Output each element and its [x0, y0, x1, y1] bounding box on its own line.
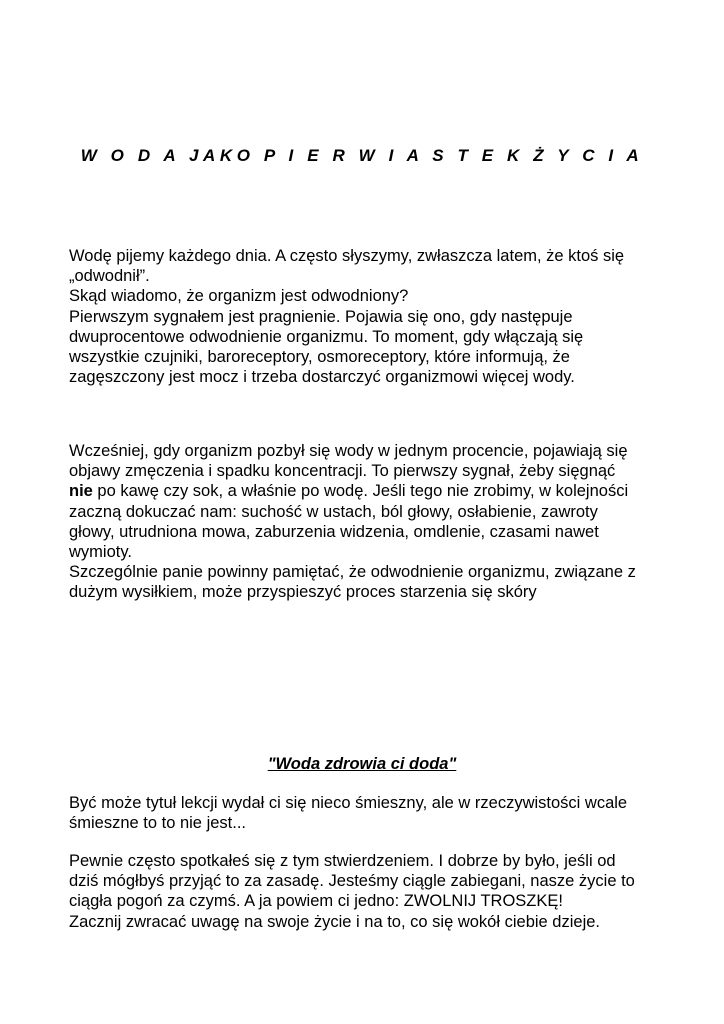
text-line: Być może tytuł lekcji wydał ci się nieco śmieszny, ale w rzeczywistości wcale — [69, 794, 628, 812]
text-line: wszystkie czujniki, baroreceptory, osmoreceptory, które informują, że — [69, 348, 570, 367]
text-fragment: po kawę czy sok, a właśnie po wodę. Jeśli tego nie zrobimy, w kolejności — [92, 482, 629, 501]
text-line: Wodę pijemy każdego dnia. A często słyszymy, zwłaszcza latem, że ktoś się — [69, 247, 625, 265]
text-line: dwuprocentowe odwodnienie organizmu. To moment, gdy włączają się — [69, 327, 584, 346]
text-line: dziś mógłbyś przyjąć to za zasadę. Jesteśmy ciągle zabiegani, nasze życie to — [69, 872, 635, 891]
text-line: Skąd wiadomo, że organizm jest odwodniony? — [69, 287, 409, 306]
text-line: Wcześniej, gdy organizm pozbył się wody w jednym procencie, pojawiają się — [69, 442, 628, 460]
text-line — [69, 481, 669, 501]
paragraph-dehydration-symptoms — [69, 441, 669, 603]
paragraph-dehydration-intro — [69, 246, 669, 387]
text-line: zaczną dokuczać nam: suchość w ustach, ból głowy, osłabienie, zawroty — [69, 502, 598, 521]
text-line: objawy zmęczenia i spadku koncentracji. To pierwszy sygnał, żeby sięgnąć — [69, 462, 616, 481]
text-line: głowy, utrudniona mowa, zaburzenia widzenia, omdlenie, czasami nawet — [69, 522, 599, 541]
document-title: W O D A JAKO P I E R W I A S T E K Ż Y C I A — [80, 146, 644, 165]
text-line: Szczególnie panie powinny pamiętać, że odwodnienie organizmu, związane z — [69, 563, 636, 582]
text-line: śmieszne to to nie jest... — [69, 814, 246, 833]
text-line: wymioty. — [69, 543, 132, 562]
text-line: „odwodnił”. — [69, 267, 150, 286]
text-line: zagęszczony jest mocz i trzeba dostarczyć organizmowi więcej wody. — [69, 368, 575, 387]
text-line: ciągła pogoń za czymś. A ja powiem ci jedno: ZWOLNIJ TROSZKĘ! — [69, 892, 563, 911]
paragraph-slow-down — [69, 851, 669, 932]
text-line: Pewnie często spotkałeś się z tym stwierdzeniem. I dobrze by było, jeśli od — [69, 852, 616, 870]
text-line: dużym wysiłkiem, może przyspieszyć proces starzenia się skóry — [69, 583, 537, 602]
paragraph-lesson-title — [69, 793, 669, 833]
text-line: Zacznij zwracać uwagę na swoje życie i na to, co się wokół ciebie dzieje. — [69, 912, 600, 931]
bold-emphasis: nie — [69, 482, 93, 501]
section-subtitle: "Woda zdrowia ci doda" — [267, 755, 457, 773]
text-line: Pierwszym sygnałem jest pragnienie. Pojawia się ono, gdy następuje — [69, 307, 573, 326]
